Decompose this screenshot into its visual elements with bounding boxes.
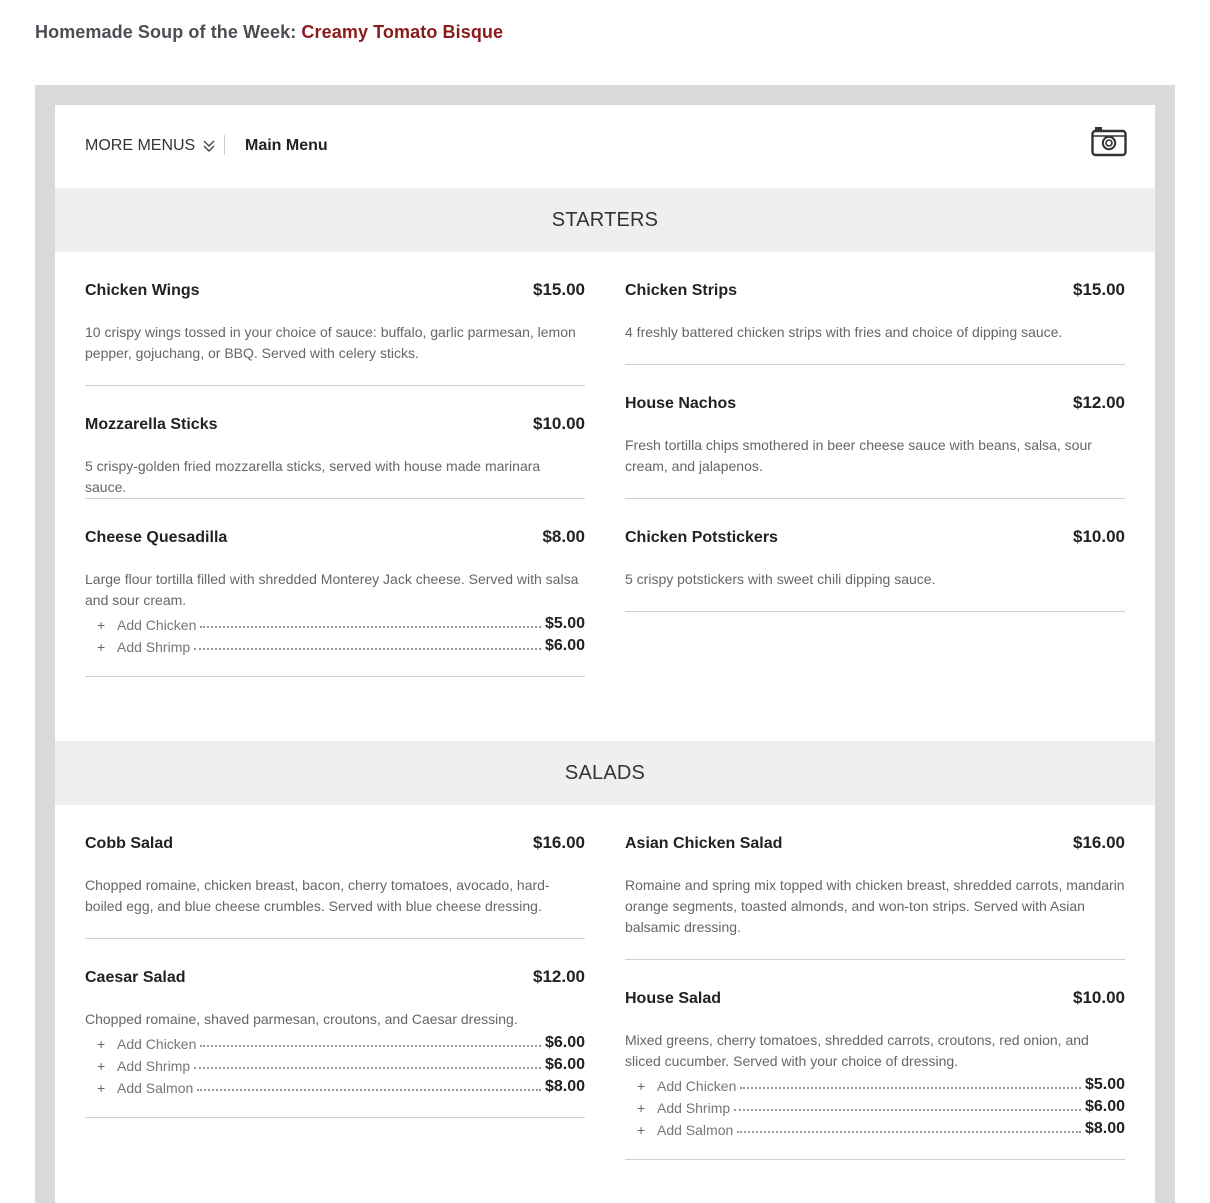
plus-icon: +: [97, 1036, 106, 1052]
addon-option[interactable]: [85, 1074, 585, 1096]
plus-icon: +: [97, 617, 106, 633]
camera-icon[interactable]: [1091, 125, 1127, 157]
menu-divider: [224, 135, 225, 155]
soup-of-the-week: [35, 22, 503, 43]
plus-icon: +: [637, 1122, 646, 1138]
addon-label: Add Salmon: [657, 1122, 734, 1138]
item-name: Asian Chicken Salad: [625, 835, 783, 852]
menu-item[interactable]: [85, 969, 585, 1118]
addon-label: Add Salmon: [117, 1080, 194, 1096]
item-price: $16.00: [1073, 833, 1125, 852]
chevron-down-icon: [203, 138, 215, 154]
soup-name: Creamy Tomato Bisque: [301, 22, 504, 42]
dot-leader: [200, 625, 541, 628]
menu-item[interactable]: [85, 835, 585, 939]
item-name: Chicken Strips: [625, 282, 738, 299]
item-price: $12.00: [1073, 393, 1125, 412]
addon-option[interactable]: [625, 1094, 1125, 1116]
section-header-starters: STARTERS: [55, 188, 1155, 252]
menu-panel: [55, 105, 1155, 1203]
item-price: $16.00: [533, 833, 585, 852]
addon-option[interactable]: [625, 1116, 1125, 1138]
dot-leader: [734, 1108, 1081, 1111]
item-name: Mozzarella Sticks: [85, 416, 218, 433]
item-name: Caesar Salad: [85, 969, 186, 986]
item-price: $15.00: [1073, 280, 1125, 299]
addon-label: Add Shrimp: [117, 639, 191, 655]
addon-price: $6.00: [544, 1034, 585, 1051]
addon-option[interactable]: [85, 1052, 585, 1074]
menu-item[interactable]: [625, 529, 1125, 612]
item-description: Large flour tortilla filled with shredded Monterey Jack cheese. Served with salsa and sour cream.: [85, 571, 579, 608]
dot-leader: [194, 1066, 541, 1069]
item-price: $10.00: [533, 414, 585, 433]
menu-item[interactable]: [85, 529, 585, 677]
menu-bar: [55, 105, 1155, 188]
addon-price: $6.00: [1084, 1098, 1125, 1115]
item-name: House Salad: [625, 990, 722, 1007]
item-price: $10.00: [1073, 988, 1125, 1007]
addon-option[interactable]: [85, 611, 585, 633]
addon-option[interactable]: [85, 1030, 585, 1052]
plus-icon: +: [97, 1058, 106, 1074]
item-description: Chopped romaine, shaved parmesan, croutons, and Caesar dressing.: [85, 1011, 518, 1027]
addon-price: $5.00: [1084, 1076, 1125, 1093]
dot-leader: [194, 647, 541, 650]
item-name: Cobb Salad: [85, 835, 174, 852]
item-description: Fresh tortilla chips smothered in beer cheese sauce with beans, salsa, sour cream, and jalapenos.: [625, 437, 1092, 474]
addon-price: $8.00: [544, 1078, 585, 1095]
item-description: 4 freshly battered chicken strips with fries and choice of dipping sauce.: [625, 324, 1063, 340]
addon-label: Add Chicken: [117, 617, 197, 633]
addon-label: Add Shrimp: [657, 1100, 731, 1116]
item-name: Cheese Quesadilla: [85, 529, 228, 546]
addon-price: $6.00: [544, 1056, 585, 1073]
plus-icon: +: [97, 639, 106, 655]
addon-label: Add Chicken: [657, 1078, 737, 1094]
addon-option[interactable]: [85, 633, 585, 655]
addon-label: Add Chicken: [117, 1036, 197, 1052]
item-price: $10.00: [1073, 527, 1125, 546]
item-name: House Nachos: [625, 395, 737, 412]
item-price: $15.00: [533, 280, 585, 299]
item-price: $8.00: [542, 527, 585, 546]
dot-leader: [197, 1088, 541, 1091]
plus-icon: +: [637, 1078, 646, 1094]
more-menus-dropdown[interactable]: [85, 137, 215, 155]
addon-option[interactable]: [625, 1072, 1125, 1094]
item-name: Chicken Wings: [85, 282, 200, 299]
menu-frame: [35, 85, 1175, 1203]
menu-item[interactable]: [85, 416, 585, 499]
item-description: Romaine and spring mix topped with chicken breast, shredded carrots, mandarin orange segments, toasted almonds, and won-ton strips. Served with Asian balsamic dressing.: [625, 877, 1125, 935]
item-description: 10 crispy wings tossed in your choice of sauce: buffalo, garlic parmesan, lemon pepper, gojuchang, or BBQ. Served with celery sticks.: [85, 324, 576, 361]
item-description: 5 crispy-golden fried mozzarella sticks, served with house made marinara sauce.: [85, 458, 541, 495]
plus-icon: +: [97, 1080, 106, 1096]
dot-leader: [740, 1086, 1081, 1089]
item-description: Chopped romaine, chicken breast, bacon, cherry tomatoes, avocado, hard-boiled egg, and blue cheese crumbles. Served with blue cheese dressing.: [85, 877, 550, 914]
item-price: $12.00: [533, 967, 585, 986]
item-description: Mixed greens, cherry tomatoes, shredded carrots, croutons, red onion, and sliced cucumber. Served with your choice of dressing.: [625, 1032, 1089, 1069]
menu-item[interactable]: [625, 282, 1125, 365]
menu-item[interactable]: [85, 282, 585, 386]
menu-item[interactable]: [625, 835, 1125, 960]
plus-icon: +: [637, 1100, 646, 1116]
addon-price: $6.00: [544, 637, 585, 654]
more-menus-label: MORE MENUS: [85, 137, 196, 154]
main-menu-tab[interactable]: Main Menu: [245, 137, 328, 154]
dot-leader: [737, 1130, 1081, 1133]
item-description: 5 crispy potstickers with sweet chili dipping sauce.: [625, 571, 936, 587]
item-name: Chicken Potstickers: [625, 529, 778, 546]
section-header-salads: SALADS: [55, 741, 1155, 805]
addon-label: Add Shrimp: [117, 1058, 191, 1074]
menu-item[interactable]: [625, 990, 1125, 1160]
addon-price: $5.00: [544, 615, 585, 632]
menu-item[interactable]: [625, 395, 1125, 499]
soup-label: Homemade Soup of the Week:: [35, 22, 297, 42]
addon-price: $8.00: [1084, 1120, 1125, 1137]
dot-leader: [200, 1044, 541, 1047]
